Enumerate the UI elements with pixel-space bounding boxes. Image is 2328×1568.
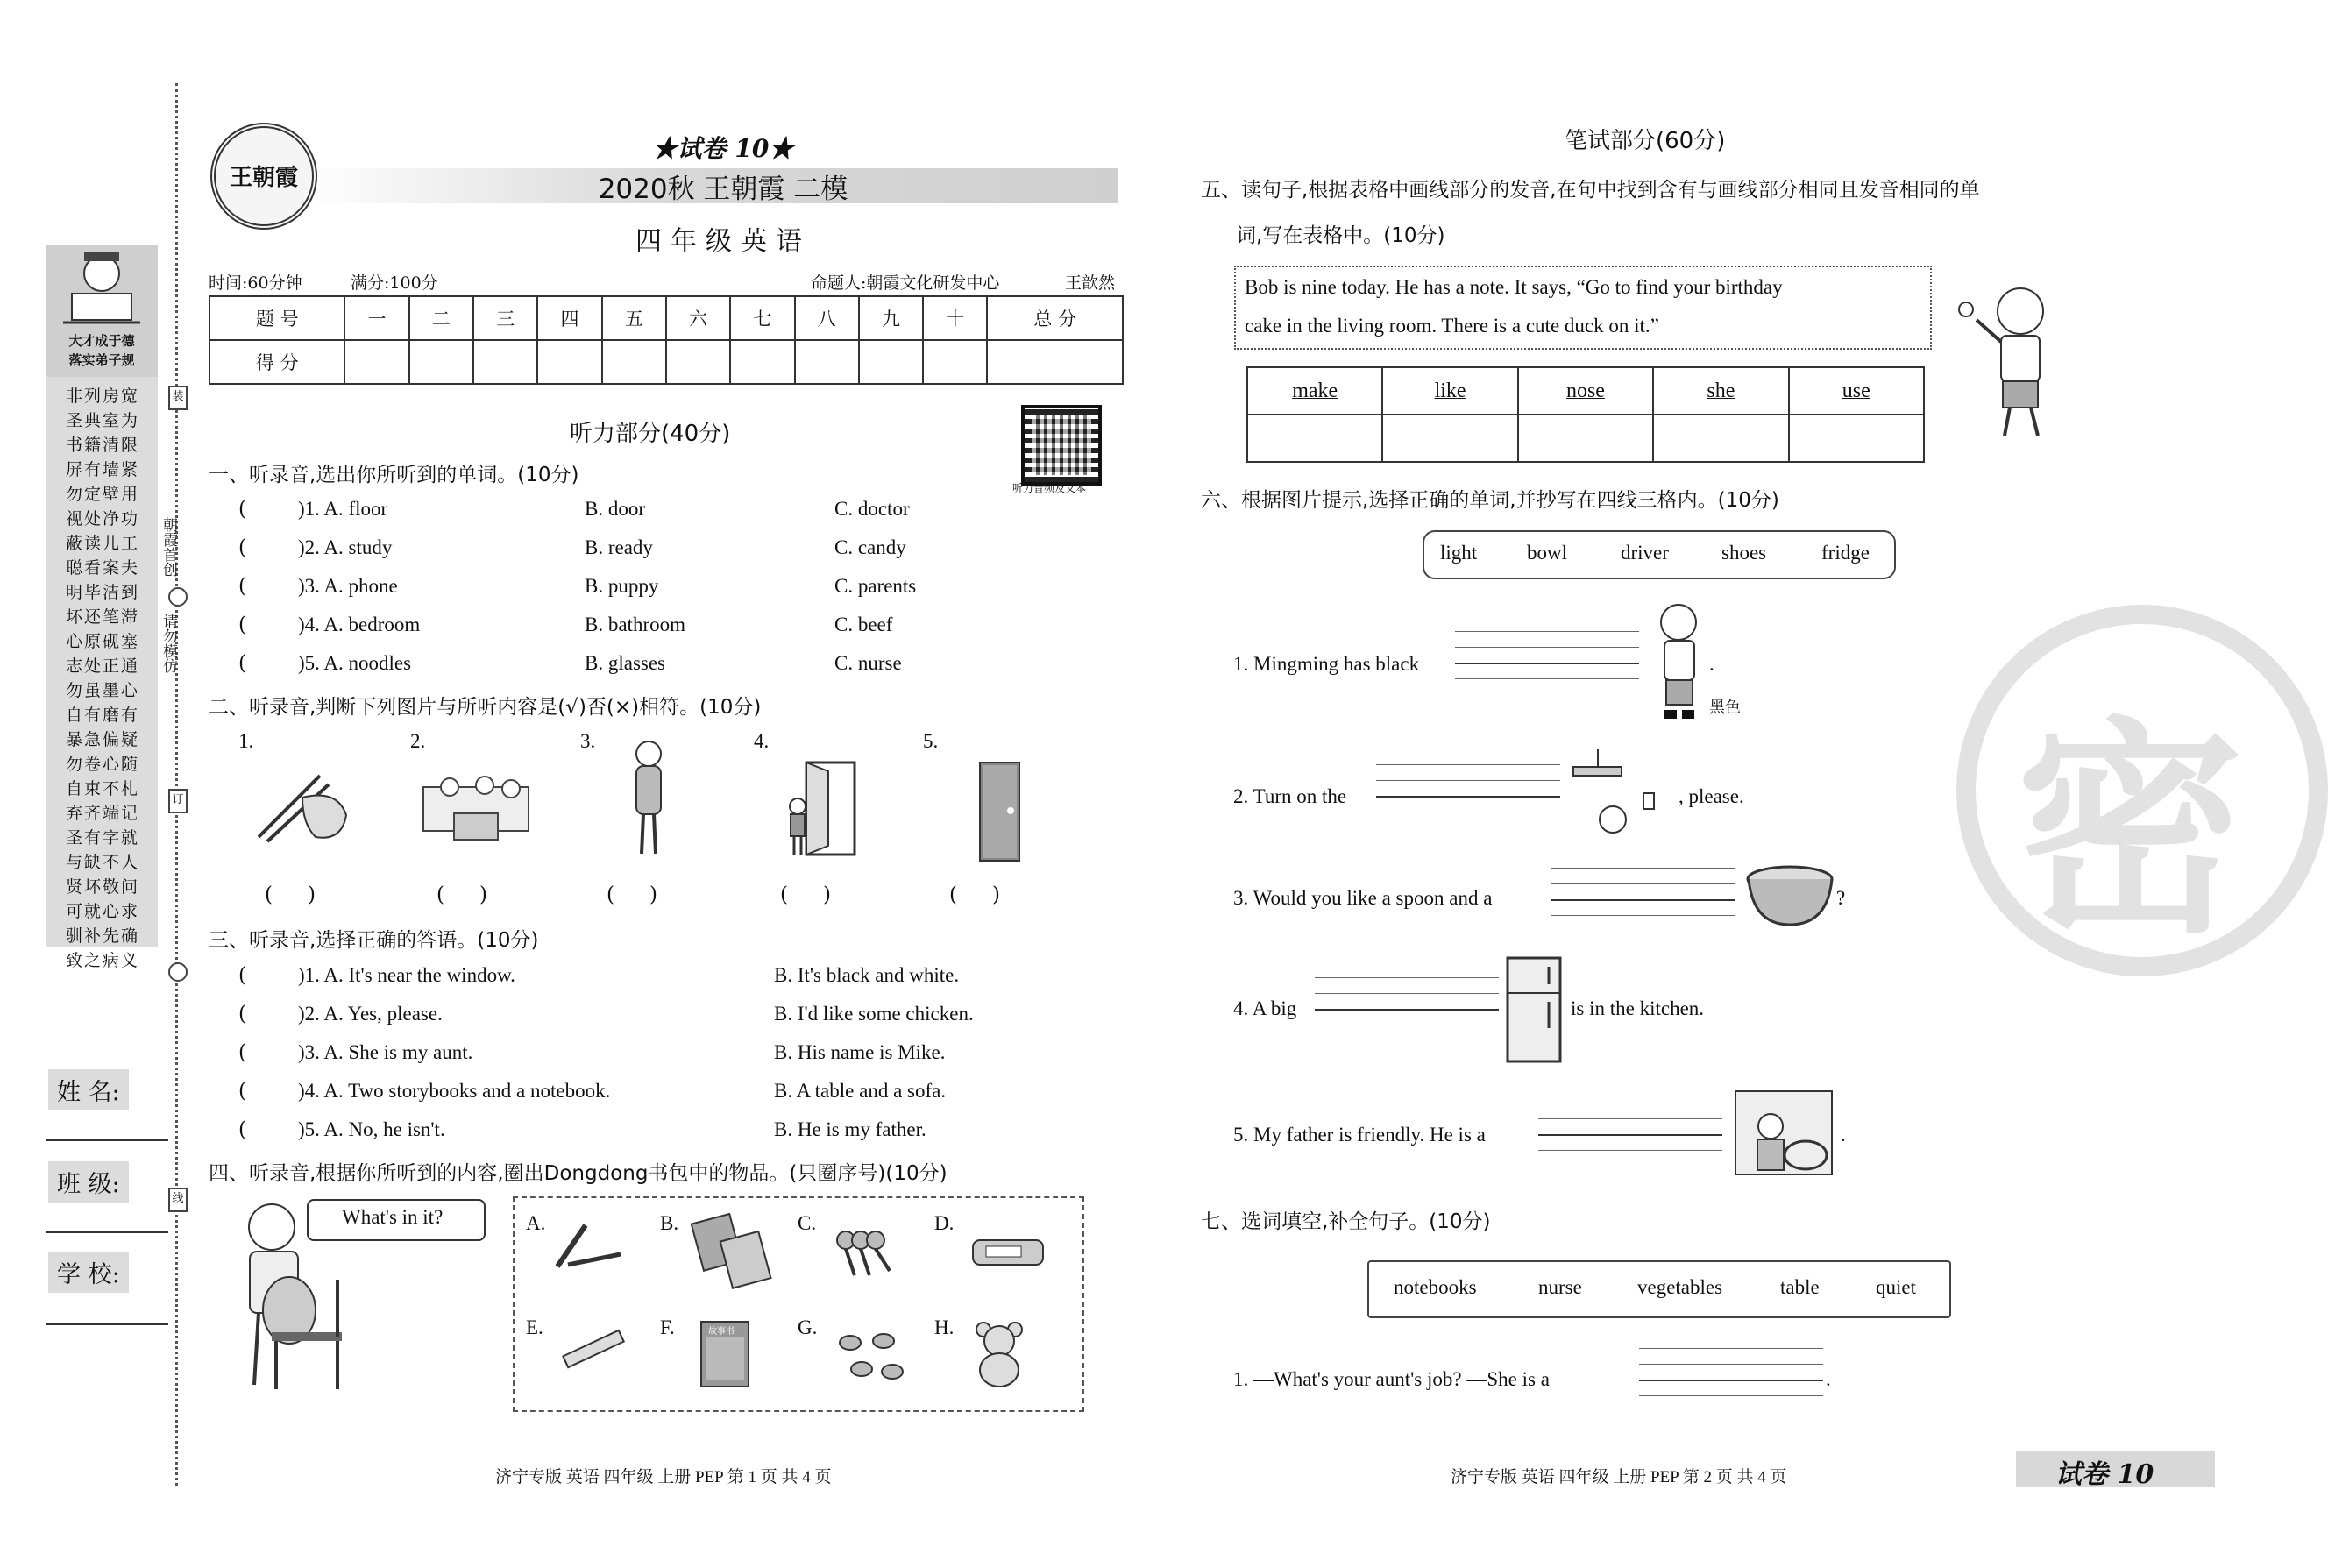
bowl-picture — [1744, 863, 1836, 929]
sec2-number: 4. — [754, 730, 770, 752]
sec1-option-b: B. door — [585, 498, 645, 520]
corner-paper-number: 试卷 10 — [2055, 1459, 2154, 1490]
motto-title-2: 落实弟子规 — [68, 352, 135, 368]
answer-paren[interactable]: ( — [238, 575, 246, 598]
motto-line: 贤坏敬问 — [65, 877, 139, 897]
score-header-cell: 六 — [666, 296, 730, 340]
sec1-option-a: )1. A. floor — [298, 498, 388, 520]
binding-mark-2: 订 — [168, 789, 188, 813]
sec1-option-a: )2. A. study — [298, 536, 393, 558]
score-header-cell: 七 — [730, 296, 794, 340]
sec6-q4-end: is in the kitchen. — [1571, 997, 1705, 1019]
sec6-q5-lines[interactable] — [1538, 1103, 1722, 1150]
passage-line2: cake in the living room. There is a cute duck on it.” — [1245, 315, 1659, 337]
footer-page2: 济宁专版 英语 四年级 上册 PEP 第 2 页 共 4 页 — [1451, 1468, 1787, 1486]
keys-picture — [833, 1227, 903, 1280]
sec1-option-c: C. parents — [834, 575, 917, 597]
motto-line: 可就心求 — [65, 902, 139, 921]
closed-door-picture — [976, 758, 1028, 868]
word-bank-item: quiet — [1876, 1276, 1916, 1298]
word-bank-item: nurse — [1538, 1276, 1582, 1298]
sec7-q1-end: . — [1826, 1368, 1831, 1390]
sec2-number: 2. — [410, 730, 426, 752]
sec2-answer-paren[interactable]: () — [949, 883, 1035, 906]
answer-paren[interactable]: ( — [238, 536, 246, 559]
score-input-cell[interactable] — [537, 340, 601, 384]
sec3-option-b: B. He is my father. — [774, 1118, 926, 1140]
sec6-q3-end: ? — [1836, 887, 1846, 909]
motto-line: 致之病义 — [65, 951, 139, 970]
pencil-crayon-picture — [550, 1221, 625, 1274]
score-input-cell[interactable] — [859, 340, 923, 384]
answer-paren[interactable]: ( — [238, 498, 246, 521]
motto-line: 心原砚塞 — [65, 632, 139, 651]
score-header-cell: 十 — [923, 296, 987, 340]
sec6-q2-lines[interactable] — [1376, 764, 1560, 812]
phonics-answer-row — [1247, 415, 1924, 462]
answer-paren[interactable]: ( — [238, 652, 246, 675]
motto-line: 屏有墙紧 — [65, 460, 139, 479]
bob-picture — [1950, 276, 2064, 443]
motto-line: 圣有字就 — [65, 828, 139, 848]
item-label: B. — [660, 1212, 679, 1234]
motto-line: 勿定壁用 — [65, 485, 139, 504]
score-table — [209, 295, 1124, 385]
phonics-word: she — [1653, 367, 1788, 415]
sec5-title-line1: 五、读句子,根据表格中画线部分的发音,在句中找到含有与画线部分相同且发音相同的单 — [1201, 179, 1980, 202]
word-bank-item: table — [1780, 1276, 1820, 1298]
qr-caption: 听力音频及文本 — [1012, 482, 1087, 494]
item-label: G. — [798, 1316, 818, 1338]
sec2-answer-paren[interactable]: () — [780, 883, 866, 906]
score-label-cell: 得 分 — [209, 340, 344, 384]
chopsticks-picture — [250, 763, 355, 850]
sec3-option-a: )3. A. She is my aunt. — [298, 1041, 473, 1063]
sec6-q5-end: . — [1841, 1124, 1846, 1146]
sec6-q4-text: 4. A big — [1233, 997, 1297, 1019]
phonics-word-row — [1247, 367, 1924, 415]
answer-cell-5[interactable] — [1789, 415, 1924, 462]
qr-code[interactable] — [1021, 405, 1102, 486]
sec1-option-a: )3. A. phone — [298, 575, 398, 597]
score-value-row — [209, 340, 1123, 384]
class-line[interactable] — [46, 1231, 168, 1233]
answer-paren[interactable]: ( — [238, 1118, 246, 1141]
binding-hole-2 — [168, 962, 188, 982]
sec3-option-a: )1. A. It's near the window. — [298, 964, 515, 986]
boy-at-door-picture — [776, 758, 863, 863]
sec1-option-b: B. glasses — [585, 652, 665, 674]
sec3-option-a: )5. A. No, he isn't. — [298, 1118, 445, 1140]
sec3-option-a: )4. A. Two storybooks and a notebook. — [298, 1080, 611, 1102]
phonics-word: nose — [1518, 367, 1653, 415]
sec3-option-b: B. His name is Mike. — [774, 1041, 946, 1063]
score-header-cell: 一 — [344, 296, 408, 340]
boy-shoes-picture — [1643, 600, 1714, 727]
score-input-cell[interactable] — [409, 340, 473, 384]
sec6-q3-text: 3. Would you like a spoon and a — [1233, 887, 1493, 909]
sec2-number: 1. — [238, 730, 254, 752]
sec7-q1-text: 1. —What's your aunt's job? —She is a — [1233, 1368, 1550, 1390]
score-input-cell[interactable] — [987, 340, 1123, 384]
motto-line: 明毕洁到 — [65, 583, 139, 602]
score-header-cell: 九 — [859, 296, 923, 340]
binding-mark-3: 线 — [168, 1188, 188, 1212]
motto-line: 圣典室为 — [65, 411, 139, 430]
item-label: E. — [526, 1316, 543, 1338]
answer-paren[interactable]: ( — [238, 614, 246, 636]
score-header-cell: 五 — [602, 296, 666, 340]
class-label: 班 级: — [48, 1161, 129, 1203]
writing-title: 笔试部分(60分) — [1565, 128, 1726, 154]
logo-text: 王朝霞 — [229, 165, 298, 191]
sec6-q3-lines[interactable] — [1551, 868, 1735, 915]
school-label: 学 校: — [48, 1252, 129, 1293]
candies-picture — [831, 1323, 910, 1389]
school-line[interactable] — [46, 1323, 168, 1325]
sec2-title: 二、听录音,判断下列图片与所听内容是(√)否(×)相符。(10分) — [209, 696, 762, 719]
score-header-cell: 三 — [473, 296, 537, 340]
speech-bubble — [307, 1199, 486, 1241]
exam-subject: 四年级英语 — [635, 226, 811, 257]
sec3-option-a: )2. A. Yes, please. — [298, 1003, 443, 1025]
listening-title: 听力部分(40分) — [570, 421, 731, 447]
side-note-no-copy: 请勿模仿 — [160, 614, 177, 673]
word-bank-item: shoes — [1721, 542, 1767, 564]
sec6-q1-lines[interactable] — [1455, 631, 1639, 678]
sec3-title: 三、听录音,选择正确的答语。(10分) — [209, 929, 539, 952]
sec2-number: 3. — [580, 730, 596, 752]
binding-mark-1: 装 — [168, 386, 188, 410]
confidential-stamp-text: 密 — [2016, 699, 2244, 964]
item-label: D. — [934, 1212, 955, 1234]
word-bank-item: vegetables — [1637, 1276, 1723, 1298]
item-label: F. — [660, 1316, 675, 1338]
sec1-option-b: B. bathroom — [585, 614, 685, 635]
sec1-option-a: )4. A. bedroom — [298, 614, 421, 635]
sec3-option-b: B. It's black and white. — [774, 964, 960, 986]
sec1-option-c: C. candy — [834, 536, 906, 558]
motto-line: 勿卷心随 — [65, 755, 139, 774]
score-header-cell: 八 — [795, 296, 859, 340]
exam-author: 命题人:朝霞文化研发中心 — [811, 273, 1000, 293]
sec1-option-c: C. beef — [834, 614, 893, 635]
motto-line: 暴急偏疑 — [65, 730, 139, 749]
sec7-q1-lines[interactable] — [1639, 1348, 1823, 1395]
score-input-cell[interactable] — [473, 340, 537, 384]
answer-paren[interactable]: ( — [238, 1041, 246, 1064]
score-input-cell[interactable] — [602, 340, 666, 384]
motto-line: 自束不札 — [65, 779, 139, 798]
answer-paren[interactable]: ( — [238, 964, 246, 987]
sec1-option-a: )5. A. noodles — [298, 652, 412, 674]
sec1-option-b: B. puppy — [585, 575, 659, 597]
living-room-picture — [419, 770, 533, 848]
sec3-option-b: B. A table and a sofa. — [774, 1080, 947, 1102]
sec6-q2-text: 2. Turn on the — [1233, 785, 1347, 807]
exam-author-name: 王歆然 — [1065, 273, 1116, 293]
sec2-answer-paren[interactable]: () — [265, 883, 351, 906]
score-input-cell[interactable] — [344, 340, 408, 384]
phonics-table — [1246, 366, 1925, 463]
name-line[interactable] — [46, 1139, 168, 1141]
sec6-q1-end: . — [1709, 653, 1714, 675]
fridge-picture — [1503, 954, 1565, 1068]
word-bank-item: fridge — [1821, 542, 1870, 564]
answer-cell-1[interactable] — [1247, 415, 1382, 462]
exam-title: 2020秋 王朝霞 二模 — [598, 174, 848, 205]
passage-line1: Bob is nine today. He has a note. It says, “Go to find your birthday — [1245, 276, 1783, 298]
item-label: A. — [526, 1212, 546, 1234]
sec1-option-c: C. doctor — [834, 498, 910, 520]
exam-full-score: 满分:100分 — [351, 273, 438, 293]
sec6-q1-note: 黑色 — [1709, 699, 1741, 717]
woman-picture — [622, 738, 675, 861]
score-header-cell: 二 — [409, 296, 473, 340]
score-input-cell[interactable] — [730, 340, 794, 384]
books-picture — [692, 1214, 771, 1288]
ruler-picture — [558, 1323, 628, 1376]
score-input-cell[interactable] — [923, 340, 987, 384]
answer-cell-3[interactable] — [1518, 415, 1653, 462]
answer-paren[interactable]: ( — [238, 1080, 246, 1103]
motto-line: 视处净功 — [65, 509, 139, 529]
answer-paren[interactable]: ( — [238, 1003, 246, 1025]
word-bank-item: driver — [1621, 542, 1669, 564]
sec7-title: 七、选词填空,补全句子。(10分) — [1201, 1210, 1491, 1233]
paper-number: ★试卷 10★ — [652, 134, 794, 163]
motto-title-1: 大才成于德 — [68, 333, 135, 349]
motto-text — [54, 386, 151, 975]
motto-illustration — [46, 245, 158, 377]
footer-page1: 济宁专版 英语 四年级 上册 PEP 第 1 页 共 4 页 — [495, 1468, 832, 1486]
sec6-q5-text: 5. My father is friendly. He is a — [1233, 1124, 1486, 1146]
item-label: H. — [934, 1316, 955, 1338]
sec5-title-line2: 词,写在表格中。(10分) — [1236, 224, 1445, 247]
motto-line: 弃齐端记 — [65, 804, 139, 823]
sec6-q2-end: , please. — [1679, 785, 1744, 807]
motto-line: 与缺不人 — [65, 853, 139, 872]
sec3-option-b: B. I'd like some chicken. — [774, 1003, 974, 1025]
phonics-word: make — [1247, 367, 1382, 415]
driver-picture — [1731, 1087, 1841, 1183]
exam-time: 时间:60分钟 — [209, 273, 302, 293]
motto-line: 勿虽墨心 — [65, 681, 139, 700]
light-switch-picture — [1565, 749, 1670, 846]
speech-text: What's in it? — [342, 1206, 444, 1228]
motto-line: 非列房宽 — [65, 387, 139, 406]
brand-logo — [210, 123, 317, 230]
score-header-cell: 四 — [537, 296, 601, 340]
motto-line: 志处正通 — [65, 656, 139, 676]
phonics-word: use — [1789, 367, 1924, 415]
sec1-title: 一、听录音,选出你所听到的单词。(10分) — [209, 464, 579, 486]
storybook-cover-text: 故事书 — [708, 1327, 735, 1337]
score-header-row — [209, 296, 1123, 340]
sec2-answer-paren[interactable]: () — [607, 883, 692, 906]
pencil-box-picture — [969, 1236, 1047, 1271]
motto-line: 自有磨有 — [65, 706, 139, 725]
teddy-bear-picture — [969, 1319, 1030, 1389]
motto-line: 书籍清限 — [65, 436, 139, 455]
sec1-option-b: B. ready — [585, 536, 653, 558]
score-header-cell: 题 号 — [209, 296, 344, 340]
motto-line: 蔽读儿工 — [65, 534, 139, 553]
motto-line: 坏还笔滞 — [65, 607, 139, 627]
word-bank-item: bowl — [1527, 542, 1567, 564]
word-bank-item: light — [1440, 542, 1478, 564]
motto-panel — [46, 245, 158, 970]
answer-cell-4[interactable] — [1653, 415, 1788, 462]
sec2-answer-paren[interactable]: () — [436, 883, 522, 906]
sec1-option-c: C. nurse — [834, 652, 902, 674]
sec6-q4-lines[interactable] — [1315, 977, 1499, 1025]
sec6-title: 六、根据图片提示,选择正确的单词,并抄写在四线三格内。(10分) — [1201, 489, 1779, 512]
binding-dotted-line — [175, 83, 178, 1486]
motto-line: 驯补先确 — [65, 926, 139, 946]
sec4-title: 四、听录音,根据你所听到的内容,圈出Dongdong书包中的物品。(只圈序号)(10分) — [209, 1162, 948, 1185]
word-bank-item: notebooks — [1394, 1276, 1477, 1298]
score-input-cell[interactable] — [666, 340, 730, 384]
item-label: C. — [798, 1212, 817, 1234]
sec2-number: 5. — [923, 730, 939, 752]
motto-line: 聪看案夫 — [65, 558, 139, 578]
answer-cell-2[interactable] — [1382, 415, 1517, 462]
binding-hole-1 — [168, 587, 188, 607]
name-label: 姓 名: — [48, 1069, 129, 1110]
side-note-original: 朝霞首创 — [160, 517, 177, 577]
phonics-word: like — [1382, 367, 1517, 415]
score-header-cell: 总 分 — [987, 296, 1123, 340]
score-input-cell[interactable] — [795, 340, 859, 384]
sec6-q1-text: 1. Mingming has black — [1233, 653, 1420, 675]
